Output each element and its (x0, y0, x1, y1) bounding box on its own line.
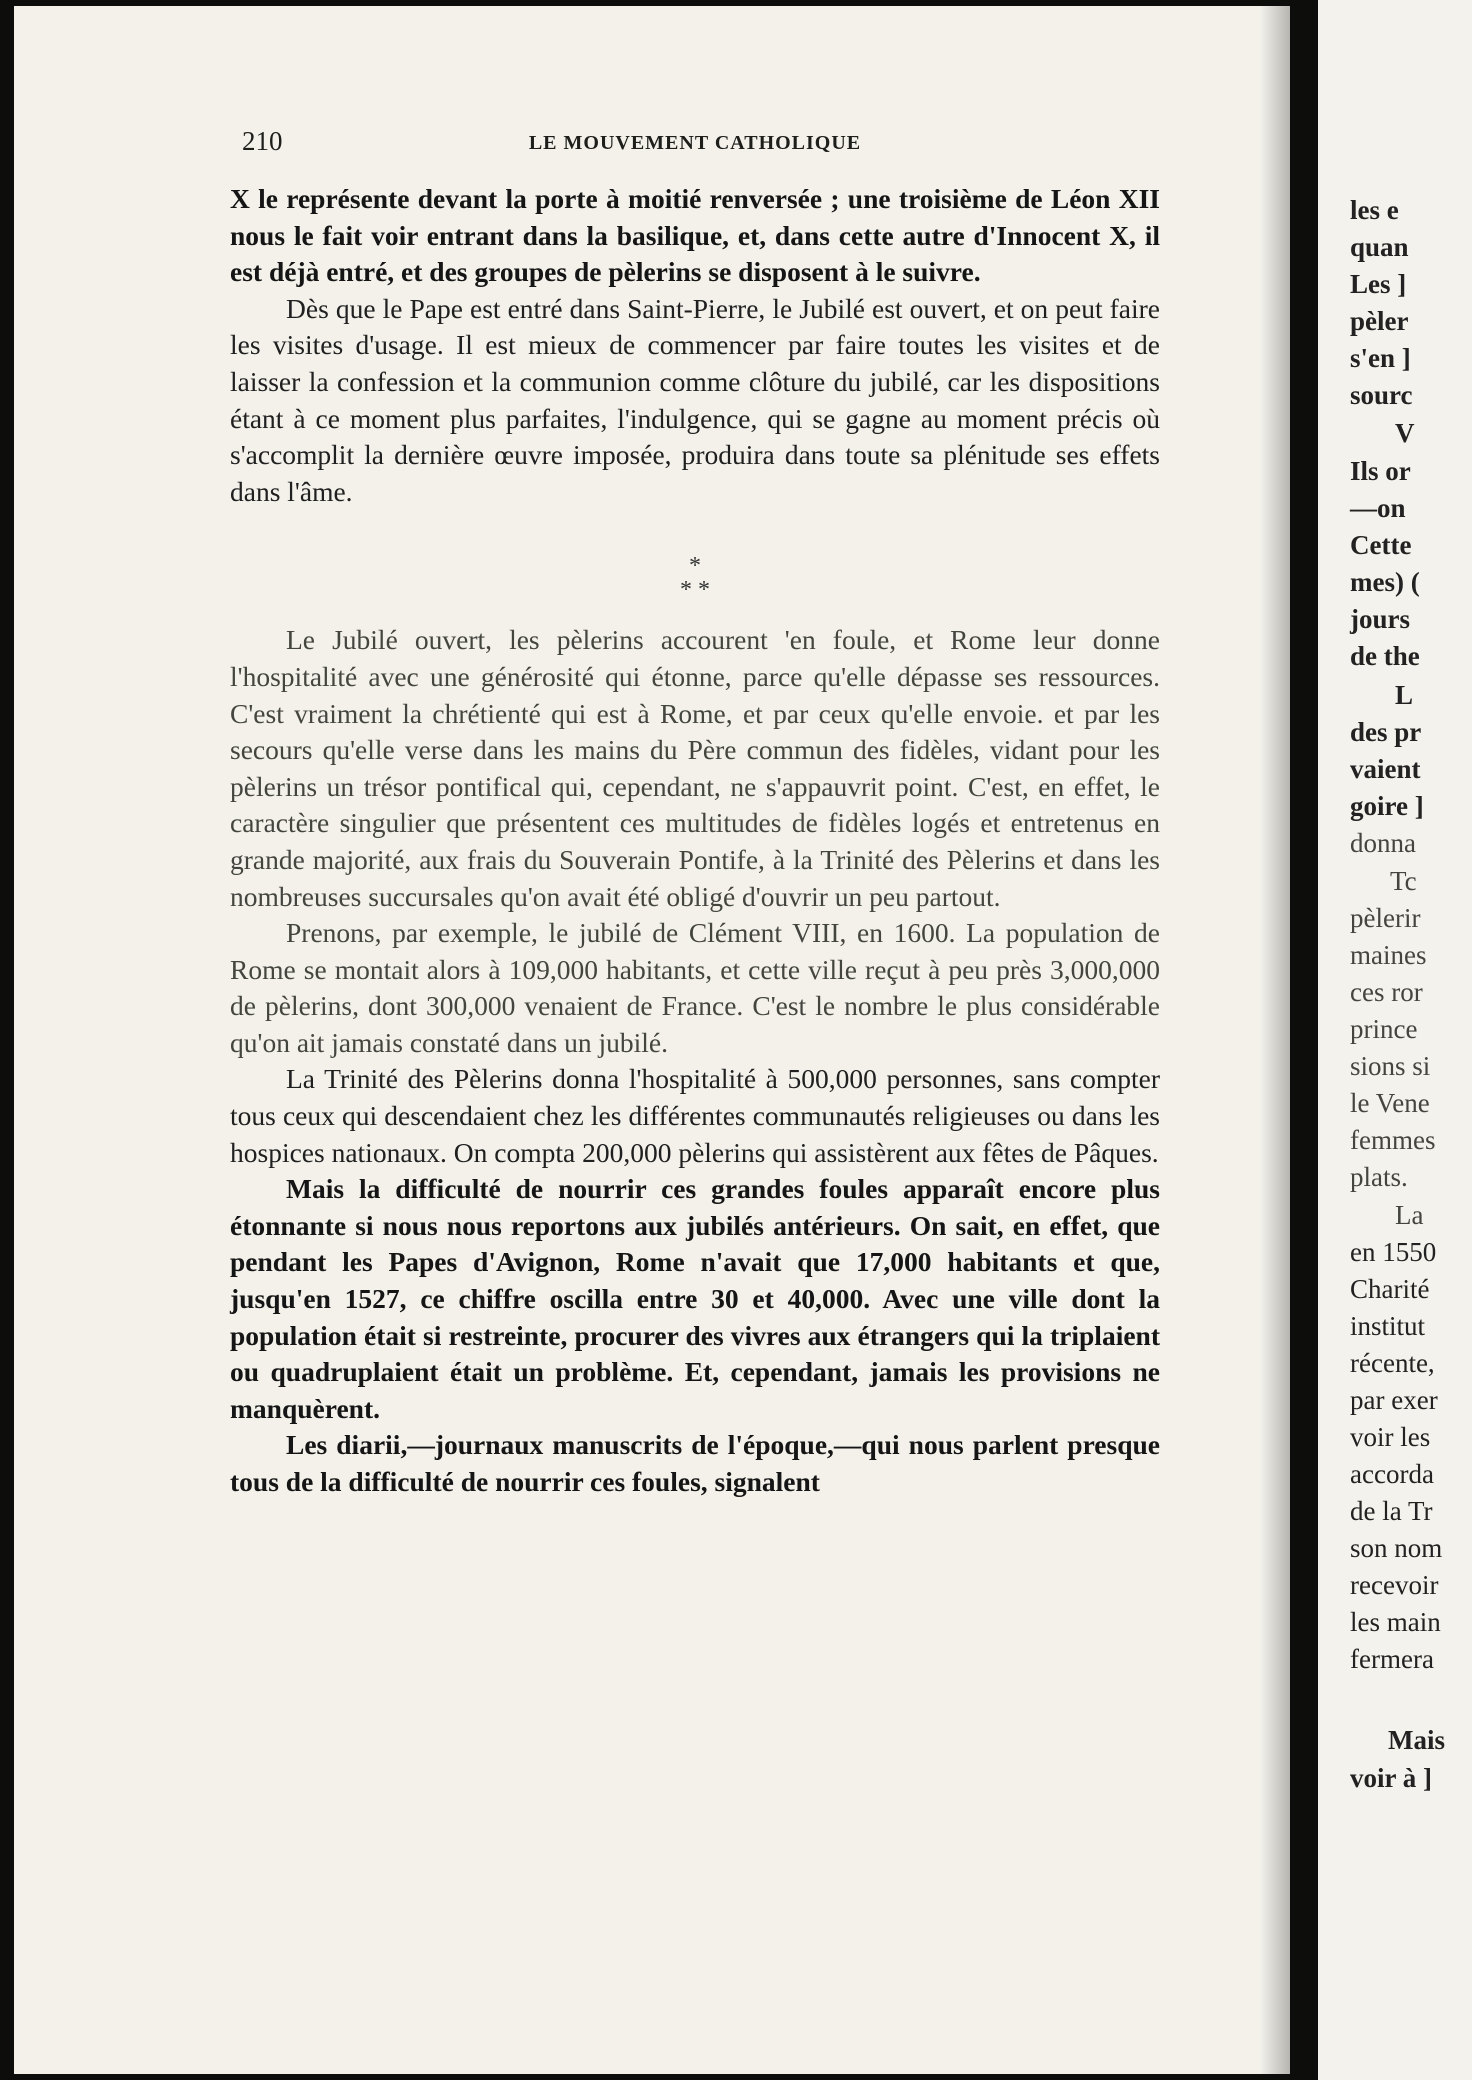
page-header (230, 126, 1160, 166)
right-page-line: accorda (1350, 1459, 1434, 1489)
right-page-line: Mais (1388, 1725, 1445, 1755)
right-page-line: vaient (1350, 754, 1421, 784)
right-page-line: institut (1350, 1311, 1426, 1341)
right-page-line: Ils or (1350, 456, 1411, 486)
paragraph: Mais la difficulté de nourrir ces grandes foules apparaît encore plus étonnante si nous nous reportons aux jubilés antérieurs. On sait, en effet, que pendant les Papes d'Avignon, Rome n'avait que 17,000 habitants et que, jusqu'en 1527, ce chiffre oscilla entre 30 et 40,000. Avec une ville dont la population était si restreinte, procurer des vivres aux étrangers qui la triplaient ou quadruplaient était un problème. Et, cependant, jamais les provisions ne manquèrent. (230, 1173, 1160, 1424)
right-page-line: Charité (1350, 1274, 1430, 1304)
right-page-line: Cette (1350, 530, 1412, 560)
body-text (230, 181, 1160, 1501)
paragraph: Le Jubilé ouvert, les pèlerins accourent 'en foule, et Rome leur donne l'hospitalité avec une générosité qui étonne, parce qu'elle dépasse ses ressources. C'est vraiment la chrétienté qui est à Rome, et par ceux qu'elle envoie. et par les secours qu'elle verse dans les mains du Père commun des fidèles, vidant pour les pèlerins un trésor pontifical qui, cependant, ne s'appauvrit point. C'est, en effet, le caractère singulier que présentent ces multitudes de fidèles logés et entretenus en grande majorité, aux frais du Souverain Pontife, à la Trinité des Pèlerins et dans les nombreuses succursales qu'on avait été obligé d'ouvrir un peu partout. (230, 624, 1160, 912)
paragraph: Prenons, par exemple, le jubilé de Clément VIII, en 1600. La population de Rome se montait alors à 109,000 habitants, et cette ville reçut à peu près 3,000,000 de pèlerins, dont 300,000 venaient de France. C'est le nombre le plus considérable qu'on ait jamais constaté dans un jubilé. (230, 917, 1160, 1058)
right-page-line: voir à ] (1350, 1763, 1432, 1793)
right-page-line: des pr (1350, 717, 1422, 747)
right-page-line: les e (1350, 195, 1399, 225)
right-page-line: voir les (1350, 1422, 1431, 1452)
right-page-line: son nom (1350, 1533, 1443, 1563)
right-page-line: jours (1350, 604, 1410, 634)
right-page-line: en 1550 (1350, 1237, 1437, 1267)
right-page-line: donna (1350, 828, 1416, 858)
right-page-line: de the (1350, 641, 1420, 671)
right-page-line: V (1395, 418, 1415, 448)
running-head: LE MOUVEMENT CATHOLIQUE (528, 132, 862, 154)
right-page-line: plats. (1350, 1162, 1408, 1192)
page-number: 210 (242, 126, 283, 156)
right-page-line: récente, (1350, 1348, 1435, 1378)
left-book-page (14, 6, 1290, 2074)
asterism-top: * (689, 553, 701, 580)
paragraph: Dès que le Pape est entré dans Saint-Pierre, le Jubilé est ouvert, et on peut faire les visites d'usage. Il est mieux de commencer par faire toutes les visites et de laisser la confession et la communion comme clôture du jubilé, car les dispositions étant à ce moment plus parfaites, l'indulgence, qui se gagne au moment précis où s'accomplit la dernière œuvre imposée, produira dans toute sa plénitude ses effets dans l'âme. (230, 292, 1160, 507)
right-page-line: —on (1350, 493, 1406, 523)
right-page-line: le Vene (1350, 1088, 1430, 1118)
right-page-line: pèlerir (1350, 903, 1421, 933)
right-page-line: Tc (1390, 866, 1417, 896)
right-page-line: s'en ] (1350, 343, 1411, 373)
paragraph: La Trinité des Pèlerins donna l'hospitalité à 500,000 personnes, sans compter tous ceux qui descendaient chez les différentes communautés religieuses ou dans les hospices nationaux. On compta 200,000 pèlerins qui assistèrent aux fêtes de Pâques. (230, 1063, 1160, 1168)
right-page-line: les main (1350, 1607, 1441, 1637)
right-book-page-cropped (1318, 0, 1472, 2080)
right-page-line: recevoir (1350, 1570, 1439, 1600)
right-page-line: Les ] (1350, 269, 1407, 299)
right-page-line: ces ror (1350, 977, 1423, 1007)
right-page-line: La (1395, 1200, 1424, 1230)
paragraph: Les diarii,—journaux manuscrits de l'époque,—qui nous parlent presque tous de la difficulté de nourrir ces foules, signalent (230, 1429, 1160, 1497)
right-page-line: sourc (1350, 380, 1413, 410)
right-page-line: prince (1350, 1014, 1418, 1044)
paragraph-group-after-break (230, 622, 1160, 1500)
right-page-line: quan (1350, 232, 1409, 262)
right-page-line: maines (1350, 940, 1427, 970)
right-page-line: par exer (1350, 1385, 1438, 1415)
right-page-line: fermera (1350, 1644, 1434, 1674)
right-page-line: femmes (1350, 1125, 1436, 1155)
right-page-line: goire ] (1350, 791, 1424, 821)
paragraph: X le représente devant la porte à moitié renversée ; une troisième de Léon XII nous le fait voir entrant dans la basilique, et, dans cette autre d'Innocent X, il est déjà entré, et des groupes de pèlerins se disposent à le suivre. (230, 183, 1160, 288)
right-page-line: de la Tr (1350, 1496, 1433, 1526)
right-page-line: L (1395, 680, 1414, 710)
asterism-bottom: * * (680, 577, 710, 604)
right-page-line: sions si (1350, 1051, 1431, 1081)
right-page-line: pèler (1350, 306, 1409, 336)
paragraph-group-before-break (230, 181, 1160, 510)
section-break-asterism (230, 510, 1160, 622)
right-page-line: mes) ( (1350, 567, 1420, 597)
